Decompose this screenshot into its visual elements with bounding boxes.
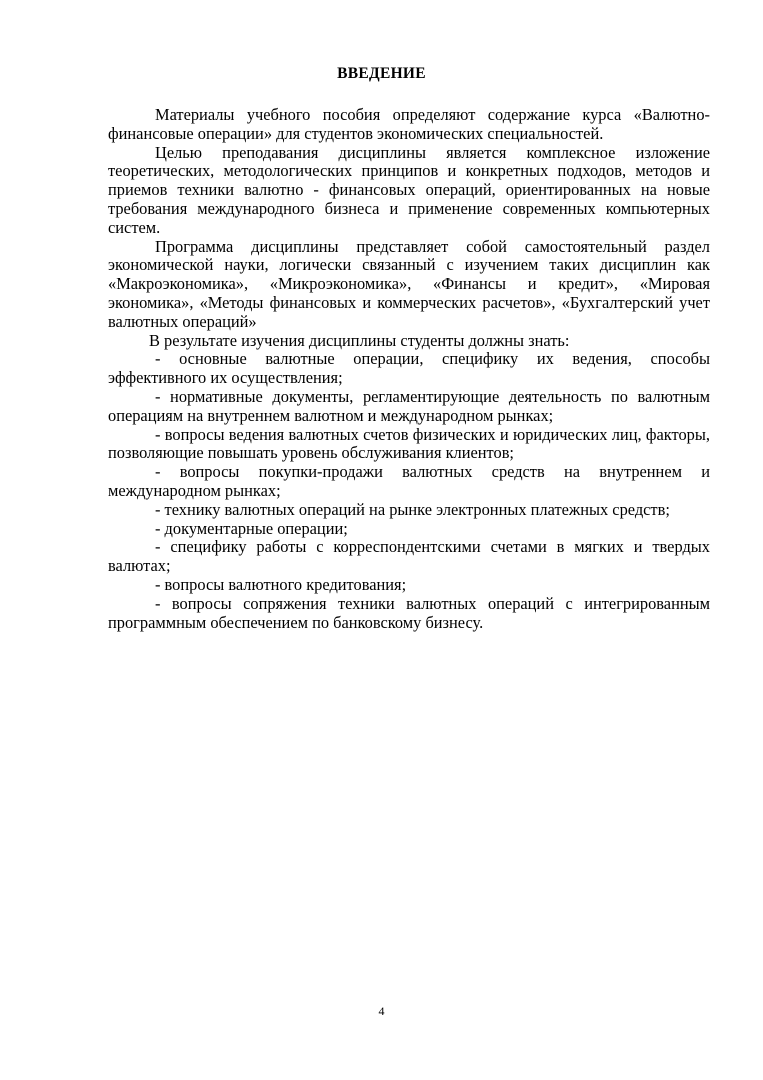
list-item: - вопросы валютного кредитования; <box>155 574 407 594</box>
list-item: - вопросы ведения валютных счетов физических и юридических лиц, факторы, позволяющие повышать уровень обслуживания клиентов; <box>108 424 710 463</box>
page-title: ВВЕДЕНИЕ <box>337 65 426 82</box>
paragraph-list-intro: В результате изучения дисциплины студенты должны знать: <box>149 330 570 350</box>
list-item: - основные валютные операции, специфику их ведения, способы эффективного их осуществления; <box>108 349 710 388</box>
list-item: - специфику работы с корреспондентскими счетами в мягких и твердых валютах; <box>108 537 710 576</box>
paragraph-program: Программа дисциплины представляет собой самостоятельный раздел экономической науки, логически связанный с изучением таких дисциплин как «Макроэкономика», «Микроэкономика», «Финансы и кредит», «Мировая экономика», «Методы финансовых и коммерческих расчетов», «Бухгалтерский учет валютных операций» <box>108 236 710 331</box>
list-item: - вопросы покупки-продажи валютных средств на внутреннем и международном рынках; <box>108 462 710 500</box>
page-number: 4 <box>378 1004 385 1018</box>
paragraph-intro: Материалы учебного пособия определяют содержание курса «Валютно-финансовые операции» для студентов экономических специальностей. <box>108 105 710 143</box>
list-item: - нормативные документы, регламентирующие деятельность по валютным операциям на внутреннем валютном и международном рынках; <box>108 386 710 425</box>
paragraph-goal: Целью преподавания дисциплины является комплексное изложение теоретических, методологических принципов и конкретных подходов, методов и приемов техники валютно - финансовых операций, ориентированных на новые требования международного бизнеса и применение современных компьютерных систем. <box>108 142 710 237</box>
document-body <box>108 106 710 632</box>
list-item: - вопросы сопряжения техники валютных операций с интегрированным программным обеспечением по банковскому бизнесу. <box>108 593 710 632</box>
list-item: - технику валютных операций на рынке электронных платежных средств; <box>155 499 670 519</box>
list-item: - документарные операции; <box>155 518 348 538</box>
